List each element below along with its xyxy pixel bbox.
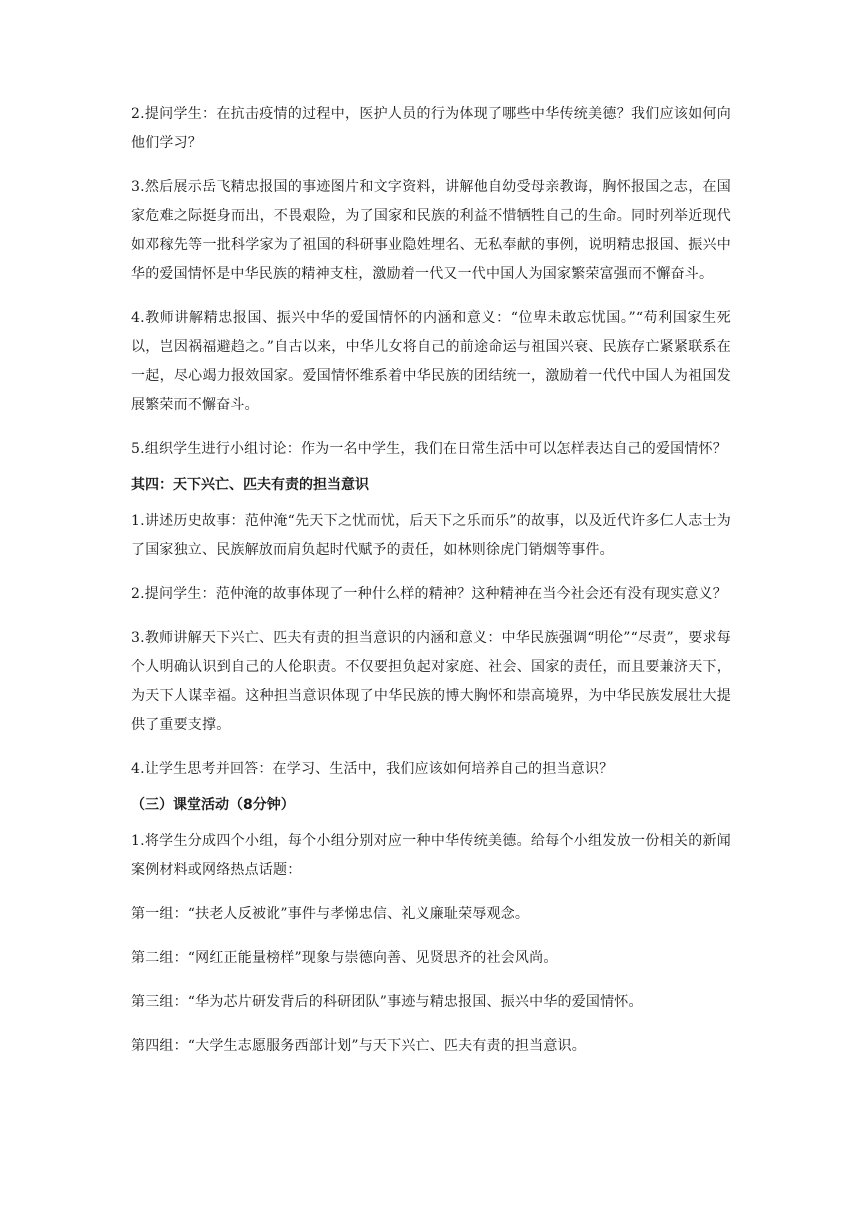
paragraph-student-reflection: 4.让学生思考并回答：在学习、生活中，我们应该如何培养自己的担当意识？ <box>131 761 614 777</box>
paragraph-group-four: 第四组：“大学生志愿服务西部计划”与天下兴亡、匹夫有责的担当意识。 <box>131 1038 586 1054</box>
paragraph-question-spirit: 2.提问学生：范仲淹的故事体现了一种什么样的精神？这种精神在当今社会还有没有现实意义？ <box>131 586 727 602</box>
section-heading-responsibility: 其四：天下兴亡、匹夫有责的担当意识 <box>131 477 369 493</box>
paragraph-group-discussion: 5.组织学生进行小组讨论：作为一名中学生，我们在日常生活中可以怎样表达自己的爱国情怀？ <box>131 441 727 457</box>
paragraph-group-one: 第一组：“扶老人反被讹”事件与孝悌忠信、礼义廉耻荣辱观念。 <box>131 906 530 922</box>
paragraph-patriotism-meaning: 4.教师讲解精忠报国、振兴中华的爱国情怀的内涵和意义：“位卑未敢忘忧国。”“苟利国家生死以，岂因祸福避趋之。”自古以来，中华儿女将自己的前途命运与祖国兴衰、民族存亡紧紧联系在一起，尽心竭力报效国家。爱国情怀维系着中华民族的团结统一，激励着一代代中国人为祖国发展繁荣而不懈奋斗。 <box>131 310 731 413</box>
section-heading-class-activity: （三）课堂活动（8分钟） <box>131 797 295 813</box>
paragraph-group-two: 第二组：“网红正能量榜样”现象与崇德向善、见贤思齐的社会风尚。 <box>131 950 558 966</box>
paragraph-yue-fei-story: 3.然后展示岳飞精忠报国的事迹图片和文字资料，讲解他自幼受母亲教诲，胸怀报国之志，在国家危难之际挺身而出，不畏艰险，为了国家和民族的利益不惜牺牲自己的生命。同时列举近现代如邓稼先等一批科学家为了祖国的科研事业隐姓埋名、无私奉献的事例，说明精忠报国、振兴中华的爱国情怀是中华民族的精神支柱，激励着一代又一代中国人为国家繁荣富强而不懈奋斗。 <box>131 179 731 282</box>
paragraph-responsibility-meaning: 3.教师讲解天下兴亡、匹夫有责的担当意识的内涵和意义：中华民族强调“明伦”“尽责”，要求每个人明确认识到自己的人伦职责。不仅要担负起对家庭、社会、国家的责任，而且要兼济天下，为天下人谋幸福。这种担当意识体现了中华民族的博大胸怀和崇高境界，为中华民族发展壮大提供了重要支撑。 <box>131 630 731 733</box>
paragraph-group-three: 第三组：“华为芯片研发背后的科研团队”事迹与精忠报国、振兴中华的爱国情怀。 <box>131 994 643 1010</box>
document-page <box>131 100 731 1076</box>
paragraph-group-setup: 1.将学生分成四个小组，每个小组分别对应一种中华传统美德。给每个小组发放一份相关的新闻案例材料或网络热点话题： <box>131 833 731 878</box>
paragraph-fan-zhongyan-story: 1.讲述历史故事：范仲淹“先天下之忧而忧，后天下之乐而乐”的故事，以及近代许多仁人志士为了国家独立、民族解放而肩负起时代赋予的责任，如林则徐虎门销烟等事件。 <box>131 513 731 558</box>
paragraph-question-medical-staff: 2.提问学生：在抗击疫情的过程中，医护人员的行为体现了哪些中华传统美德？我们应该如何向他们学习？ <box>131 106 731 151</box>
